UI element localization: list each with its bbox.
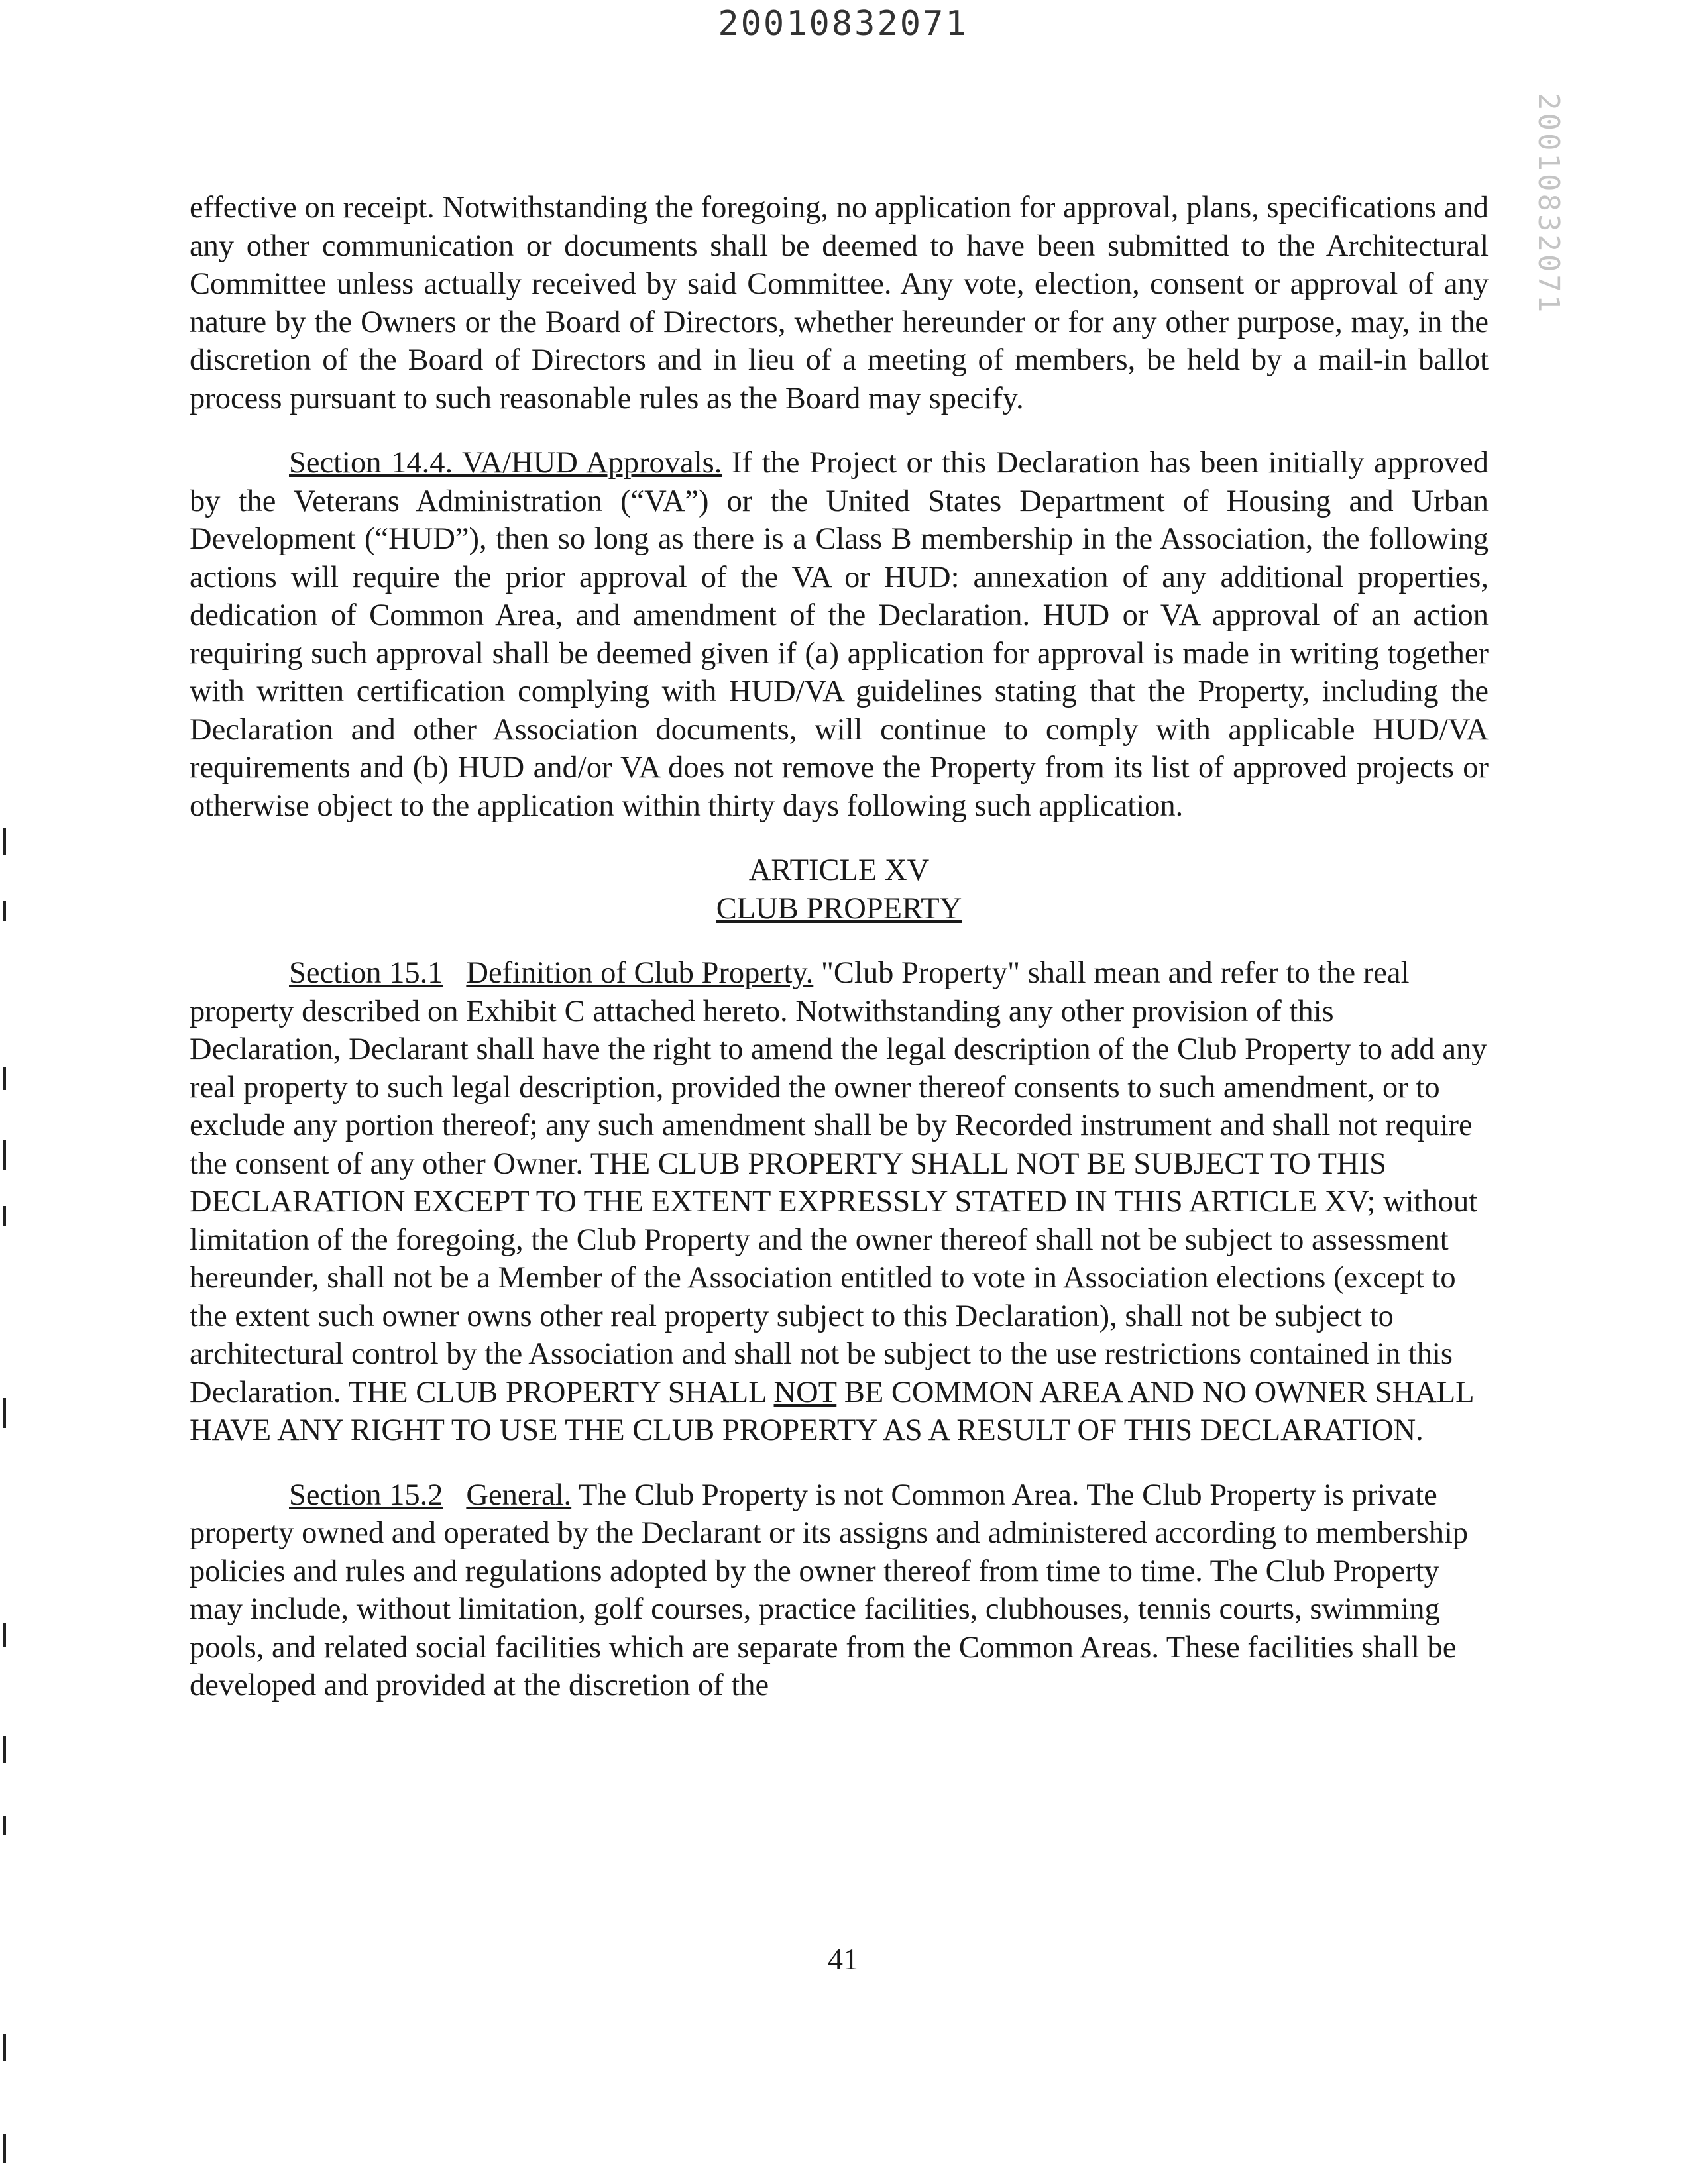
scan-artifact [3,1140,6,1170]
section-14-4 [190,444,1489,825]
article-number: ARTICLE XV [748,853,930,887]
scan-artifact [3,1067,6,1090]
section-15-1-label: Section 15.1 [289,956,443,990]
scan-artifact [3,1398,6,1428]
section-15-1-title: Definition of Club Property. [466,956,814,990]
article-title-text: CLUB PROPERTY [716,891,962,926]
scan-artifact [3,1736,6,1763]
section-14-4-heading: Section 14.4. VA/HUD Approvals. [289,446,722,480]
section-15-2-body: The Club Property is not Common Area. The Club Property is private property owned and operated by the Declarant or its assigns and administered according to membership policies and rules and regulations adopted by the owner thereof from time to time. The Club Property may include, without limitation, golf courses, practice facilities, clubhouses, tennis courts, swimming pools, and related social facilities which are separate from the Common Areas. These facilities shall be developed and provided at the discretion of the [190,1478,1469,1702]
section-15-1 [190,954,1489,1450]
document-number: 20010832071 [718,4,968,44]
section-15-2 [190,1476,1489,1705]
page-number: 41 [828,1942,858,1976]
scan-artifact [3,901,6,921]
scan-artifact [3,1623,6,1647]
section-15-2-label: Section 15.2 [289,1478,443,1512]
article-title [190,890,1489,928]
section-15-2-title: General. [466,1478,572,1512]
paragraph-continuation: effective on receipt. Notwithstanding the foregoing, no application for approval, plans, specifications and any other communication or documents shall be deemed to have been submitted to the Architectural Committee unless actually received by said Committee. Any vote, election, consent or approval of any nature by the Owners or the Board of Directors, whether hereunder or for any other purpose, may, in the discretion of the Board of Directors and in lieu of a meeting of members, be held by a mail-in ballot process pursuant to such reasonable rules as the Board may specify. [190,191,1489,415]
scan-artifact [3,2134,6,2163]
section-15-1-body-a: "Club Property" shall mean and refer to the real property described on Exhibit C attached hereto. Notwithstanding any other provision of this Declaration, Declarant shall have the right to amend the legal description of the Club Property to add any real property to such legal description, provided the owner thereof consents to such amendment, or to exclude any portion thereof; any such amendment shall be by Recorded instrument and shall not require the consent of any other Owner. THE CLUB PROPERTY SHALL NOT BE SUBJECT TO THIS DECLARATION EXCEPT TO THE EXTENT EXPRESSLY STATED IN THIS ARTICLE XV; without limitation of the foregoing, the Club Property and the owner thereof shall not be subject to assessment hereunder, shall not be a Member of the Association entitled to vote in Association elections (except to the extent such owner owns other real property subject to this Declaration), shall not be subject to architectural control by the Association and shall not be subject to the use restrictions contained in this Declaration. THE CLUB PROPERTY SHALL [190,956,1487,1409]
scan-artifact [3,828,6,855]
document-body [190,189,1489,1705]
section-15-1-not: NOT [773,1375,837,1409]
scan-artifact [3,1206,6,1226]
scan-artifact [3,1816,6,1835]
section-14-4-body: If the Project or this Declaration has been initially approved by the Veterans Administration (“VA”) or the United States Department of Housing and Urban Development (“HUD”), then so long as there is a Class B membership in the Association, the following actions will require the prior approval of the VA or HUD: annexation of any additional properties, dedication of Common Area, and amendment of the Declaration. HUD or VA approval of an action requiring such approval shall be deemed given if (a) application for approval is made in writing together with written certification complying with HUD/VA guidelines stating that the Property, including the Declaration and other Association documents, will continue to comply with applicable HUD/VA requirements and (b) HUD and/or VA does not remove the Property from its list of approved projects or otherwise object to the application within thirty days following such application. [190,446,1489,823]
section-15-1-body-b: BE COMMON AREA AND NO OWNER SHALL HAVE ANY RIGHT TO USE THE CLUB PROPERTY AS A RESULT OF THIS DECLARATION. [190,1375,1473,1447]
margin-stamp: 20010832071 [1532,93,1565,315]
scan-artifact [3,2034,6,2061]
